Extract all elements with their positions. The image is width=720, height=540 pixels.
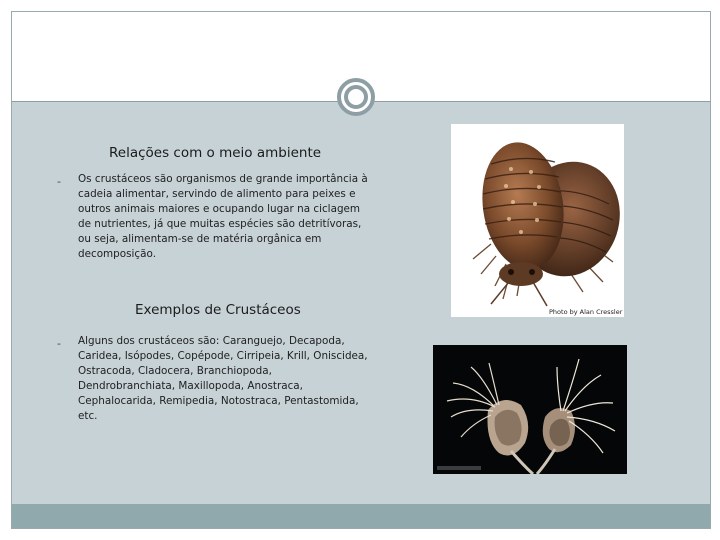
text-line: Caridea, Isópodes, Copépode, Cirripeia, Krill, Oniscidea,	[78, 350, 368, 362]
text-line: outros animais maiores e ocupando lugar na ciclagem	[78, 203, 361, 215]
isopod-illustration	[451, 124, 624, 317]
text-line: etc.	[78, 410, 98, 422]
heading-meio-ambiente: Relações com o meio ambiente	[109, 145, 322, 161]
circle-ring-inner	[344, 85, 368, 109]
barnacle-photo	[433, 345, 627, 474]
heading-exemplos: Exemplos de Crustáceos	[135, 302, 301, 318]
text-line: Dendrobranchiata, Maxillopoda, Anostraca,	[78, 380, 303, 392]
text-line: de nutrientes, já que muitas espécies são detritívoras,	[78, 218, 362, 230]
text-line: decomposição.	[78, 248, 156, 260]
bullet-dash: -	[57, 337, 61, 350]
text-line: Ostracoda, Cladocera, Branchiopoda,	[78, 365, 272, 377]
footer-bar	[12, 504, 710, 528]
barnacle-illustration	[433, 345, 627, 474]
text-line: Alguns dos crustáceos são: Caranguejo, Decapoda,	[78, 335, 345, 347]
text-line: cadeia alimentar, servindo de alimento para peixes e	[78, 188, 356, 200]
bullet-dash: -	[57, 175, 61, 188]
paragraph-exemplos	[78, 334, 368, 424]
slide	[11, 11, 711, 529]
paragraph-importancia	[78, 172, 368, 262]
text-line: ou seja, alimentam-se de matéria orgânica em	[78, 233, 322, 245]
isopod-photo	[451, 124, 624, 317]
photo-credit: Photo by Alan Cressler	[549, 308, 623, 316]
text-line: Cephalocarida, Remipedia, Notostraca, Pentastomida,	[78, 395, 359, 407]
circle-ring-icon	[337, 78, 375, 116]
text-line: Os crustáceos são organismos de grande importância à	[78, 173, 368, 185]
